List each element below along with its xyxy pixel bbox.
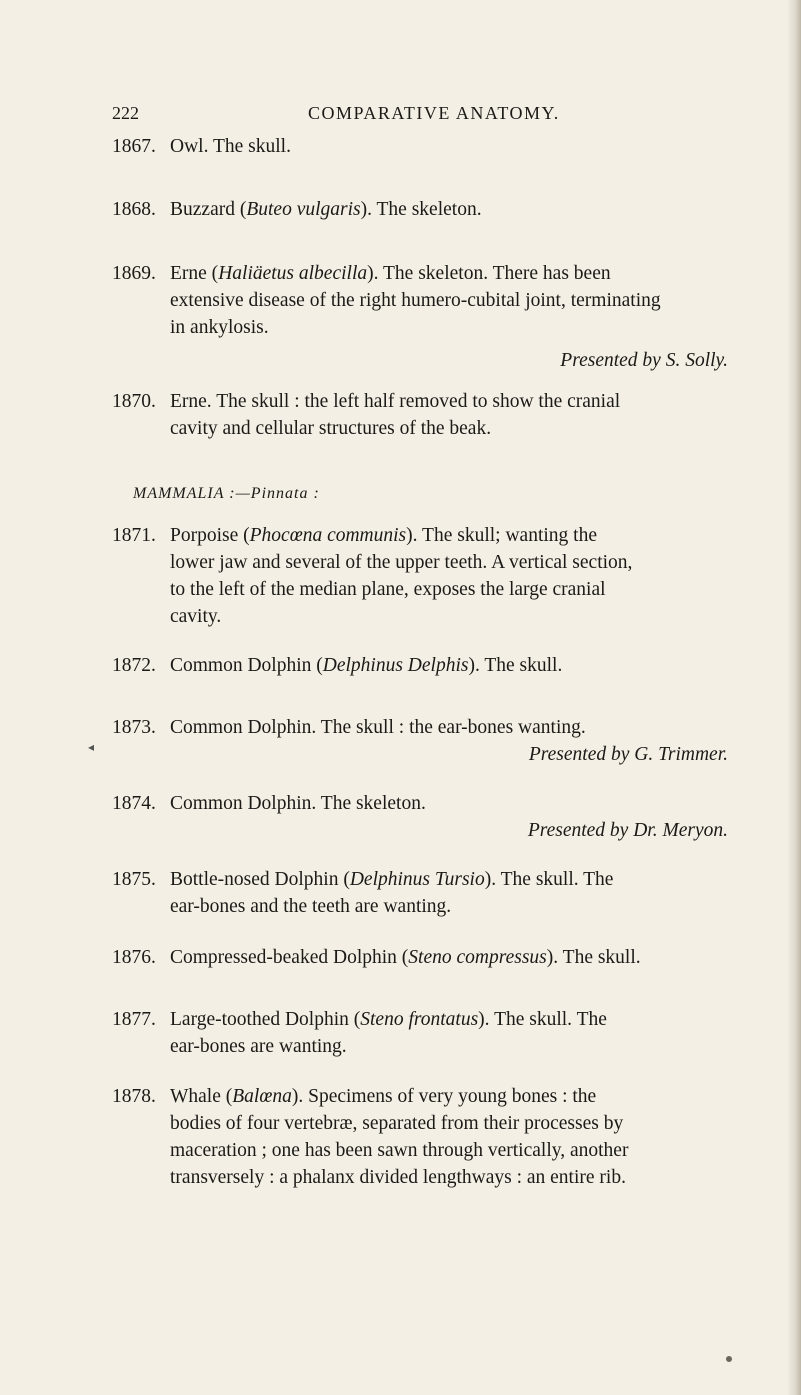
entry-text: in ankylosis. bbox=[170, 317, 269, 338]
catalogue-entry-1874 bbox=[112, 790, 740, 844]
entry-number: 1874. bbox=[112, 793, 156, 814]
entry-text: ). Specimens of very young bones : the bbox=[291, 1086, 597, 1107]
entry-text: maceration ; one has been sawn through vertically, another bbox=[170, 1140, 629, 1161]
presented-by: Presented by G. Trimmer. bbox=[528, 744, 728, 765]
species-name: Steno compressus bbox=[408, 947, 547, 968]
catalogue-entry-1878 bbox=[112, 1083, 740, 1191]
entry-text: transversely : a phalanx divided lengthways : an entire rib. bbox=[170, 1167, 626, 1188]
entry-text: Whale ( bbox=[170, 1086, 233, 1107]
catalogue-entry-1873 bbox=[112, 714, 740, 768]
entry-text: extensive disease of the right humero-cubital joint, terminating bbox=[170, 290, 661, 311]
entry-number: 1873. bbox=[112, 717, 156, 738]
entry-text: ). The skull. bbox=[468, 655, 563, 676]
entry-text: Bottle-nosed Dolphin ( bbox=[170, 869, 350, 890]
catalogue-entry-1876 bbox=[112, 944, 740, 971]
entry-text: ). The skull. The bbox=[478, 1009, 607, 1030]
entry-text: Common Dolphin. The skeleton. bbox=[170, 793, 426, 814]
entry-text: ). The skull. The bbox=[484, 869, 614, 890]
catalogue-entry-1869 bbox=[112, 260, 740, 374]
entry-number: 1876. bbox=[112, 947, 156, 968]
entry-text: Erne ( bbox=[170, 263, 219, 284]
entry-number: 1875. bbox=[112, 869, 156, 890]
entry-text: Porpoise ( bbox=[170, 525, 250, 546]
presented-by: Presented by S. Solly. bbox=[560, 350, 728, 371]
catalogue-entry-1868 bbox=[112, 196, 740, 223]
presented-by: Presented by Dr. Meryon. bbox=[527, 820, 728, 841]
entry-text: ). The skull. bbox=[546, 947, 641, 968]
margin-mark: ◂ bbox=[88, 740, 95, 754]
entry-text: ). The skull; wanting the bbox=[406, 525, 597, 546]
entry-text: lower jaw and several of the upper teeth. A vertical section, bbox=[170, 552, 633, 573]
entry-number: 1872. bbox=[112, 655, 156, 676]
species-name: Delphinus Delphis bbox=[322, 655, 469, 676]
species-name: Steno frontatus bbox=[360, 1009, 479, 1030]
catalogue-entry-1875 bbox=[112, 866, 740, 920]
entry-text: ear-bones are wanting. bbox=[170, 1036, 347, 1057]
entry-number: 1869. bbox=[112, 263, 156, 284]
species-name: Balœna bbox=[232, 1086, 292, 1107]
section-heading: MAMMALIA :—Pinnata : bbox=[133, 485, 320, 502]
entry-number: 1877. bbox=[112, 1009, 156, 1030]
entry-number: 1870. bbox=[112, 391, 156, 412]
entry-number: 1867. bbox=[112, 136, 156, 157]
entry-text: Owl. The skull. bbox=[170, 136, 291, 157]
entry-text: Erne. The skull : the left half removed to show the cranial bbox=[170, 391, 621, 412]
catalogue-entry-1871 bbox=[112, 522, 740, 630]
species-name: Phocœna communis bbox=[249, 525, 407, 546]
page-number: 222 bbox=[112, 103, 139, 123]
entry-text: bodies of four vertebræ, separated from their processes by bbox=[170, 1113, 624, 1134]
running-title: COMPARATIVE ANATOMY. bbox=[308, 103, 560, 123]
ink-speck bbox=[726, 1356, 732, 1362]
entry-text: Common Dolphin. The skull : the ear-bones wanting. bbox=[170, 717, 586, 738]
entry-text: cavity. bbox=[170, 606, 222, 627]
entry-text: ear-bones and the teeth are wanting. bbox=[170, 896, 452, 917]
catalogue-entry-1872 bbox=[112, 652, 740, 679]
catalogue-entry-1870 bbox=[112, 388, 740, 442]
catalogue-entry-1867 bbox=[112, 133, 740, 160]
entry-text: to the left of the median plane, exposes the large cranial bbox=[170, 579, 606, 600]
entry-text: Buzzard ( bbox=[170, 199, 247, 220]
entry-number: 1871. bbox=[112, 525, 156, 546]
entry-text: ). The skeleton. bbox=[360, 199, 482, 220]
species-name: Delphinus Tursio bbox=[349, 869, 485, 890]
entry-text: Compressed-beaked Dolphin ( bbox=[170, 947, 409, 968]
entry-text: ). The skeleton. There has been bbox=[367, 263, 611, 284]
page-edge-shadow bbox=[787, 0, 801, 1395]
catalogue-entry-1877 bbox=[112, 1006, 740, 1060]
entry-text: Large-toothed Dolphin ( bbox=[170, 1009, 361, 1030]
entry-text: cavity and cellular structures of the beak. bbox=[170, 418, 492, 439]
entry-number: 1868. bbox=[112, 199, 156, 220]
entry-text: Common Dolphin ( bbox=[170, 655, 323, 676]
species-name: Buteo vulgaris bbox=[246, 199, 361, 220]
entry-number: 1878. bbox=[112, 1086, 156, 1107]
species-name: Haliäetus albecilla bbox=[218, 263, 368, 284]
